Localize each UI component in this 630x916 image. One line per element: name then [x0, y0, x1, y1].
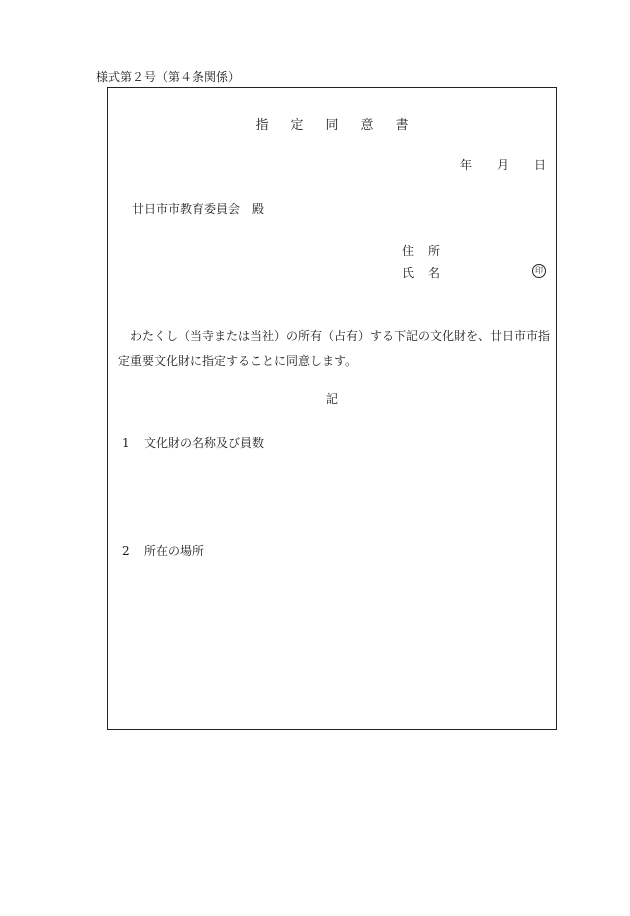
- date-year: 年: [459, 158, 472, 172]
- name-label-1: 氏: [402, 266, 415, 280]
- item-label: 文化財の名称及び員数: [144, 436, 265, 450]
- date-day: 日: [533, 158, 546, 172]
- consent-body-text: わたくし（当寺または当社）の所有（占有）する下記の文化財を、廿日市市指定重要文化財に指定することに同意します。: [118, 329, 551, 368]
- seal-mark: 印: [532, 264, 546, 278]
- form-label: 様式第２号（第４条関係）: [96, 70, 241, 84]
- address-label-2: 所: [428, 244, 441, 258]
- item-number: 1: [122, 436, 130, 450]
- item-number: 2: [122, 544, 130, 558]
- item-location: [122, 542, 204, 559]
- item-cultural-property-name: [122, 434, 264, 451]
- name-label-2: 名: [428, 266, 441, 280]
- address-label-1: 住: [402, 244, 415, 258]
- document-frame: [107, 87, 557, 730]
- name-row: [402, 264, 440, 281]
- date-line: [460, 156, 546, 173]
- document-title: 指定同意書: [255, 118, 431, 133]
- address-row: [402, 242, 440, 259]
- item-label: 所在の場所: [144, 544, 205, 558]
- date-month: 月: [496, 158, 509, 172]
- ki-heading: 記: [325, 392, 338, 406]
- addressee: 廿日市市教育委員会 殿: [132, 202, 265, 216]
